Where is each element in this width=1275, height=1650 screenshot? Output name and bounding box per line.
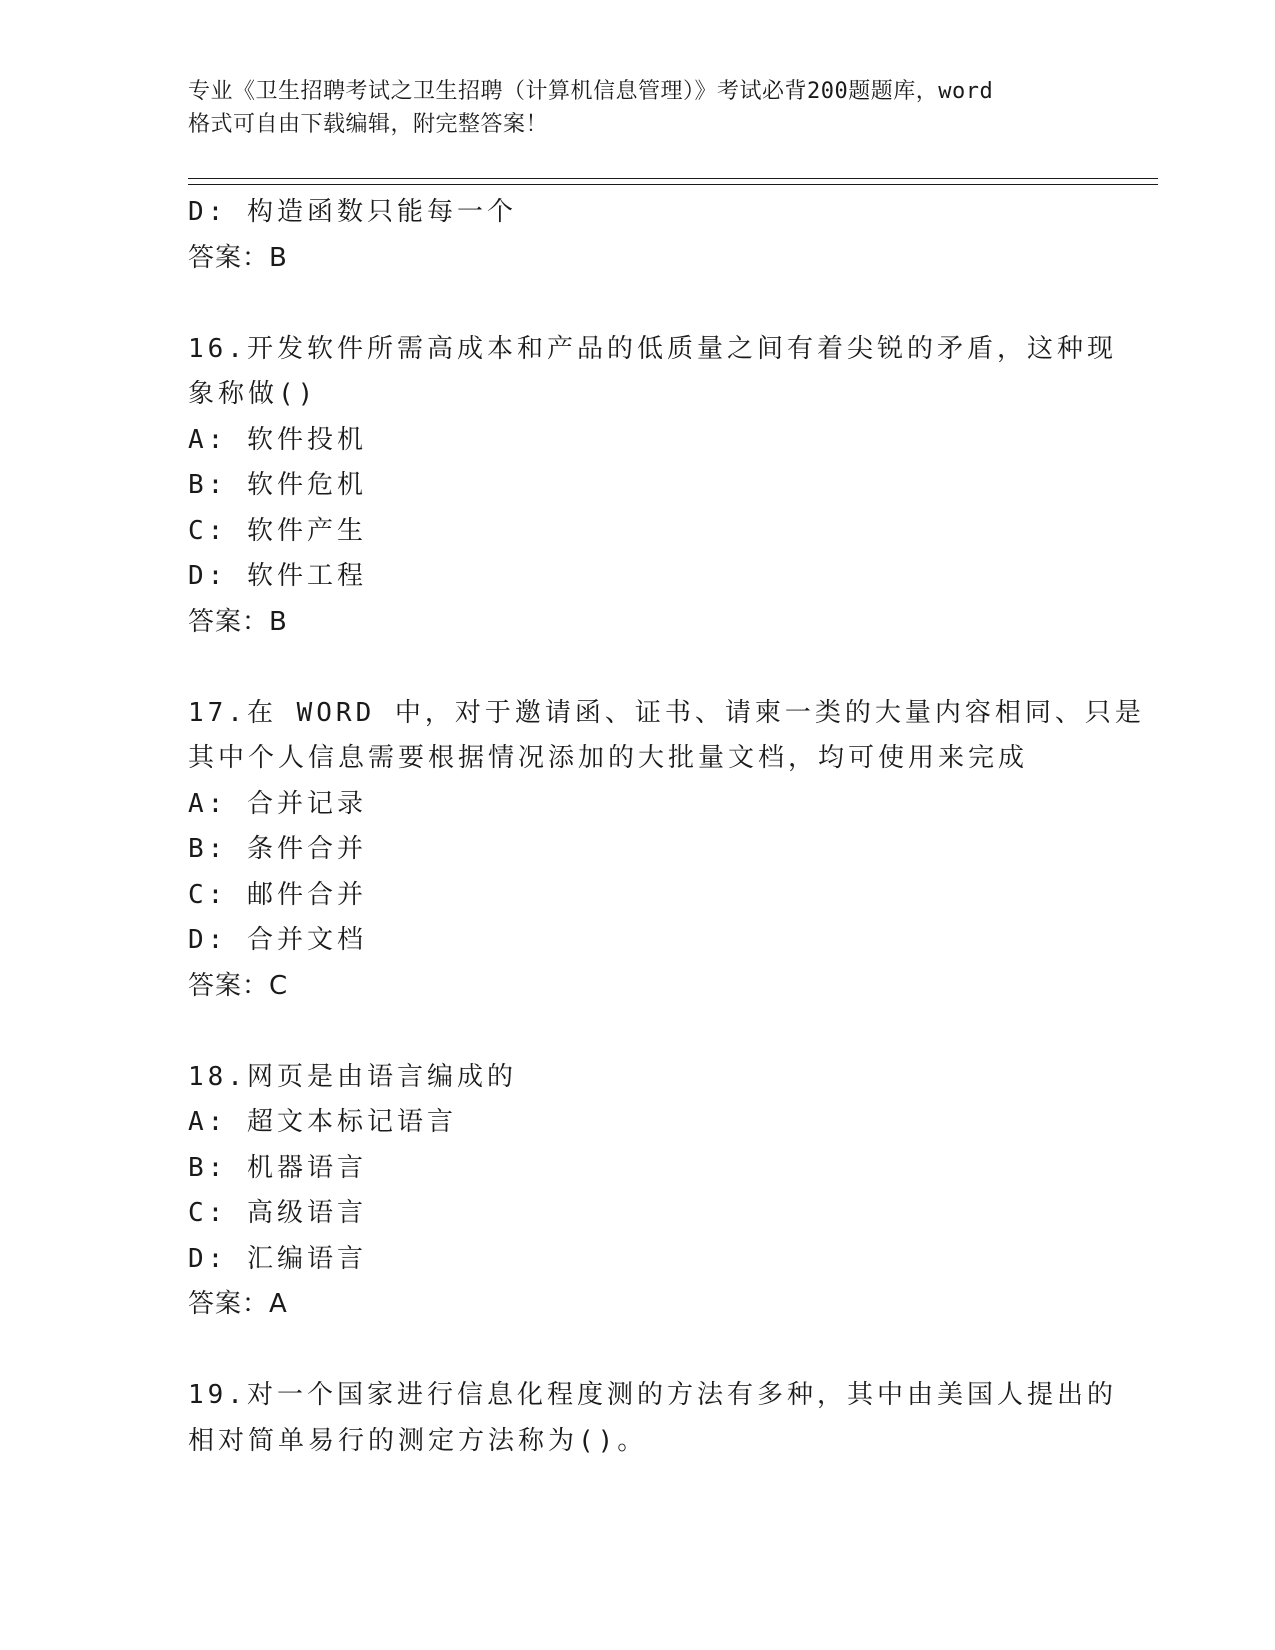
option-c: C: 高级语言	[188, 1198, 367, 1228]
answer-line: 答案：B	[188, 242, 288, 273]
question-19	[188, 1373, 1117, 1464]
option-d: D: 汇编语言	[188, 1243, 367, 1274]
spacer	[188, 1328, 1088, 1374]
question-stem: 19.对一个国家进行信息化程度测的方法有多种，其中由美国人提出的	[188, 1380, 1117, 1410]
option-d: D: 合并文档	[188, 925, 367, 955]
option-a: A: 超文本标记语言	[188, 1107, 457, 1137]
question-stem: 其中个人信息需要根据情况添加的大批量文档，均可使用来完成	[188, 743, 1029, 773]
question-stem: 象称做()	[188, 379, 318, 409]
spacer	[188, 645, 1088, 691]
question-stem: 相对简单易行的测定方法称为()。	[188, 1425, 648, 1456]
header-line-1: 专业《卫生招聘考试之卫生招聘（计算机信息管理）》考试必背200题题库，word	[188, 79, 994, 104]
question-stem: 18.网页是由语言编成的	[188, 1061, 517, 1092]
question-stem: 16.开发软件所需高成本和产品的低质量之间有着尖锐的矛盾，这种现	[188, 333, 1117, 364]
spacer	[188, 1009, 1088, 1055]
option-b: B: 机器语言	[188, 1152, 367, 1183]
spacer	[188, 281, 1088, 327]
option-a: A: 软件投机	[188, 424, 367, 455]
option-d: D: 软件工程	[188, 561, 367, 591]
option-b: B: 软件危机	[188, 470, 367, 500]
document-header	[188, 75, 1088, 141]
question-list	[188, 190, 1145, 1464]
header-line-2: 格式可自由下载编辑，附完整答案！	[188, 112, 549, 137]
option-d: D: 构造函数只能每一个	[188, 197, 517, 227]
question-16	[188, 327, 1117, 646]
option-c: C: 软件产生	[188, 515, 367, 546]
question-18	[188, 1055, 1088, 1328]
option-c: C: 邮件合并	[188, 879, 367, 910]
answer-line: 答案：C	[188, 970, 289, 1001]
answer-line: 答案：A	[188, 1289, 288, 1319]
option-b: B: 条件合并	[188, 834, 367, 864]
question-17	[188, 691, 1145, 1010]
header-divider	[188, 178, 1158, 185]
answer-line: 答案：B	[188, 606, 288, 637]
question-stem: 17.在 WORD 中，对于邀请函、证书、请柬一类的大量内容相同、只是	[188, 697, 1145, 728]
question-fragment	[188, 190, 1088, 281]
option-a: A: 合并记录	[188, 788, 367, 819]
